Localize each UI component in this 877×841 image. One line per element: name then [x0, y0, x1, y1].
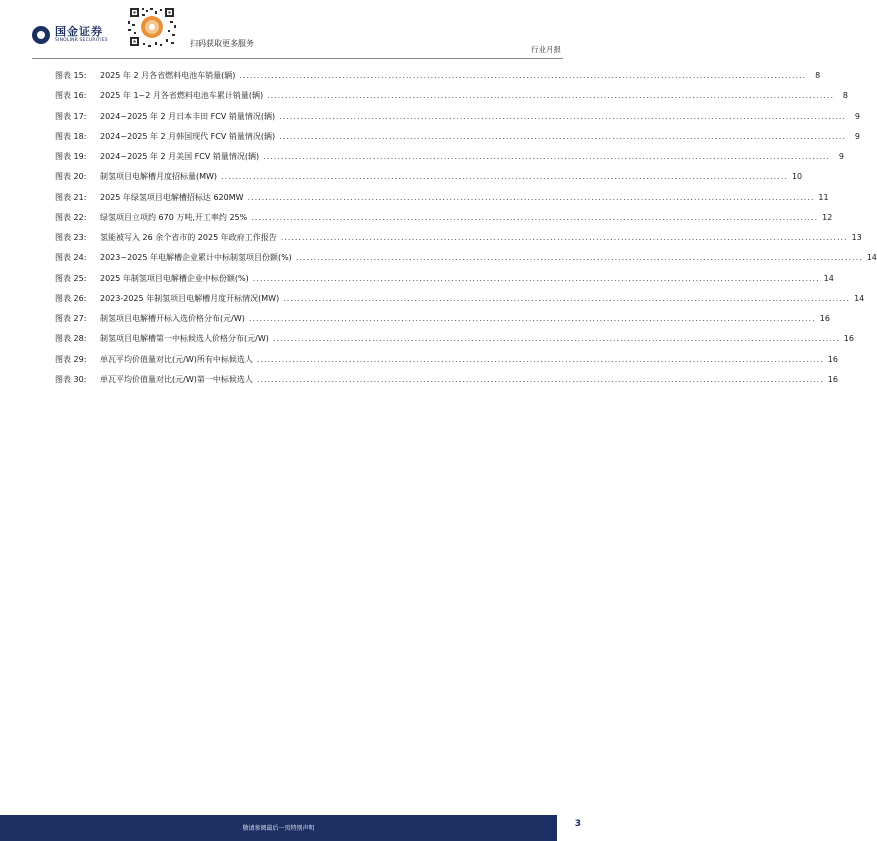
toc-item-leader-dots: ................................................................................................................................................................	[283, 293, 851, 303]
toc-item-leader-dots: ................................................................................................................................................................	[267, 91, 834, 101]
toc-item-label: 图表 28:	[55, 334, 87, 344]
toc-item-leader-dots: ................................................................................................................................................................	[280, 233, 848, 242]
toc-item-title: 2025 年制氢项目电解槽企业中标份额(%)	[100, 273, 249, 283]
toc-item-page: 9	[854, 131, 861, 141]
toc-item-label: 图表 15:	[55, 71, 87, 80]
toc-item-label: 图表 21:	[55, 192, 87, 202]
toc-item[interactable]	[55, 70, 821, 90]
toc-item-label: 图表 16:	[55, 91, 87, 101]
page-number: 3	[574, 819, 581, 829]
toc-item[interactable]	[55, 151, 845, 171]
toc-item-page: 8	[815, 71, 821, 80]
toc-item[interactable]	[55, 212, 833, 232]
toc-item-leader-dots: ................................................................................................................................................................	[279, 111, 847, 121]
toc-item-title: 单瓦平均价值量对比(元/W)所有中标候选人	[100, 354, 253, 364]
toc-item-page: 14	[866, 253, 877, 263]
toc-item-page: 9	[838, 152, 845, 161]
footer-bar	[0, 815, 557, 841]
toc-item-page: 16	[827, 374, 838, 384]
toc-item-page: 11	[818, 192, 829, 202]
toc-item-title: 2023~2025 年电解槽企业累计中标制氢项目份额(%)	[100, 253, 292, 263]
toc-item[interactable]	[55, 171, 803, 191]
figure-list	[55, 70, 877, 394]
toc-item-title: 2025 年 1~2 月各省燃料电池车累计销量(辆)	[100, 91, 264, 101]
toc-item-page: 9	[854, 111, 861, 121]
toc-item-label: 图表 25:	[55, 273, 87, 283]
qr-code-icon[interactable]	[124, 4, 180, 50]
toc-item[interactable]	[55, 192, 829, 212]
header-divider	[32, 58, 563, 59]
toc-item-label: 图表 29:	[55, 354, 87, 364]
report-category: 行业月报	[531, 45, 561, 54]
toc-item-title: 制氢项目电解槽第一中标候选人价格分布(元/W)	[100, 334, 269, 344]
toc-item[interactable]	[55, 90, 848, 110]
toc-item-title: 2025 年 2 月各省燃料电池车销量(辆)	[100, 71, 236, 80]
toc-item-page: 12	[822, 212, 833, 222]
toc-item-label: 图表 27:	[55, 314, 87, 323]
toc-item-label: 图表 17:	[55, 111, 87, 121]
footer-disclaimer[interactable]: 敬请参阅最后一页特别声明	[242, 825, 315, 832]
toc-item-page: 13	[851, 233, 862, 242]
toc-item-page: 16	[819, 314, 830, 323]
toc-item-label: 图表 24:	[55, 253, 87, 263]
toc-item-title: 2023-2025 年制氢项目电解槽月度开标情况(MW)	[100, 293, 280, 303]
toc-item[interactable]	[55, 354, 838, 374]
toc-item[interactable]	[55, 252, 877, 272]
toc-item-page: 14	[854, 293, 865, 303]
toc-item-label: 图表 18:	[55, 131, 87, 141]
sinolink-logo-icon	[32, 26, 50, 44]
toc-item-title: 制氢项目电解槽月度招标量(MW)	[100, 172, 218, 182]
qr-caption: 扫码获取更多服务	[190, 39, 254, 48]
logo-english-name: SINOLINK SECURITIES	[55, 38, 108, 44]
toc-item-title: 2025 年绿氢项目电解槽招标达 620MW	[100, 192, 244, 202]
toc-item-leader-dots: ................................................................................................................................................................	[251, 212, 819, 222]
toc-item-page: 16	[843, 334, 854, 344]
toc-item-title: 氢能被写入 26 余个省市的 2025 年政府工作报告	[100, 233, 277, 242]
toc-item-label: 图表 22:	[55, 212, 87, 222]
logo-chinese-name: 国金证券	[55, 25, 103, 39]
toc-item-page: 8	[842, 91, 848, 101]
toc-item[interactable]	[55, 232, 862, 252]
toc-item[interactable]	[55, 374, 838, 394]
toc-item-page: 16	[827, 354, 838, 364]
toc-item-title: 制氢项目电解槽开标入选价格分布(元/W)	[100, 314, 245, 323]
toc-item[interactable]	[55, 273, 834, 293]
toc-item-leader-dots: ................................................................................................................................................................	[279, 131, 847, 141]
toc-item-page: 10	[791, 172, 803, 182]
toc-item-page: 14	[823, 273, 834, 283]
toc-item-leader-dots: ................................................................................................................................................................	[239, 71, 807, 80]
logo-text	[55, 26, 108, 44]
toc-item-label: 图表 30:	[55, 374, 87, 384]
toc-item-leader-dots: ................................................................................................................................................................	[248, 314, 816, 323]
toc-item-leader-dots: ................................................................................................................................................................	[295, 253, 863, 263]
toc-item[interactable]	[55, 333, 854, 353]
company-logo	[32, 24, 108, 46]
toc-item-leader-dots: ................................................................................................................................................................	[247, 192, 815, 202]
toc-item-label: 图表 20:	[55, 172, 87, 182]
toc-item-title: 2024~2025 年 2 月韩国现代 FCV 销量情况(辆)	[100, 131, 276, 141]
toc-item-leader-dots: ................................................................................................................................................................	[256, 374, 824, 384]
toc-item-leader-dots: ................................................................................................................................................................	[221, 172, 788, 182]
toc-item-title: 2024~2025 年 2 月日本丰田 FCV 销量情况(辆)	[100, 111, 276, 121]
toc-item-leader-dots: ................................................................................................................................................................	[263, 152, 831, 161]
toc-item-leader-dots: ................................................................................................................................................................	[272, 334, 840, 344]
toc-item-label: 图表 26:	[55, 293, 87, 303]
toc-item[interactable]	[55, 111, 861, 131]
toc-item[interactable]	[55, 313, 830, 333]
toc-item-title: 单瓦平均价值量对比(元/W)第一中标候选人	[100, 374, 253, 384]
toc-item-title: 绿氢项目立项约 670 万吨,开工率约 25%	[100, 212, 248, 222]
toc-item-label: 图表 19:	[55, 152, 87, 161]
toc-item[interactable]	[55, 131, 861, 151]
toc-item-leader-dots: ................................................................................................................................................................	[252, 273, 820, 283]
toc-item-label: 图表 23:	[55, 233, 87, 242]
toc-item-leader-dots: ................................................................................................................................................................	[256, 354, 824, 364]
toc-item-title: 2024~2025 年 2 月美国 FCV 销量情况(辆)	[100, 152, 260, 161]
toc-item[interactable]	[55, 293, 865, 313]
